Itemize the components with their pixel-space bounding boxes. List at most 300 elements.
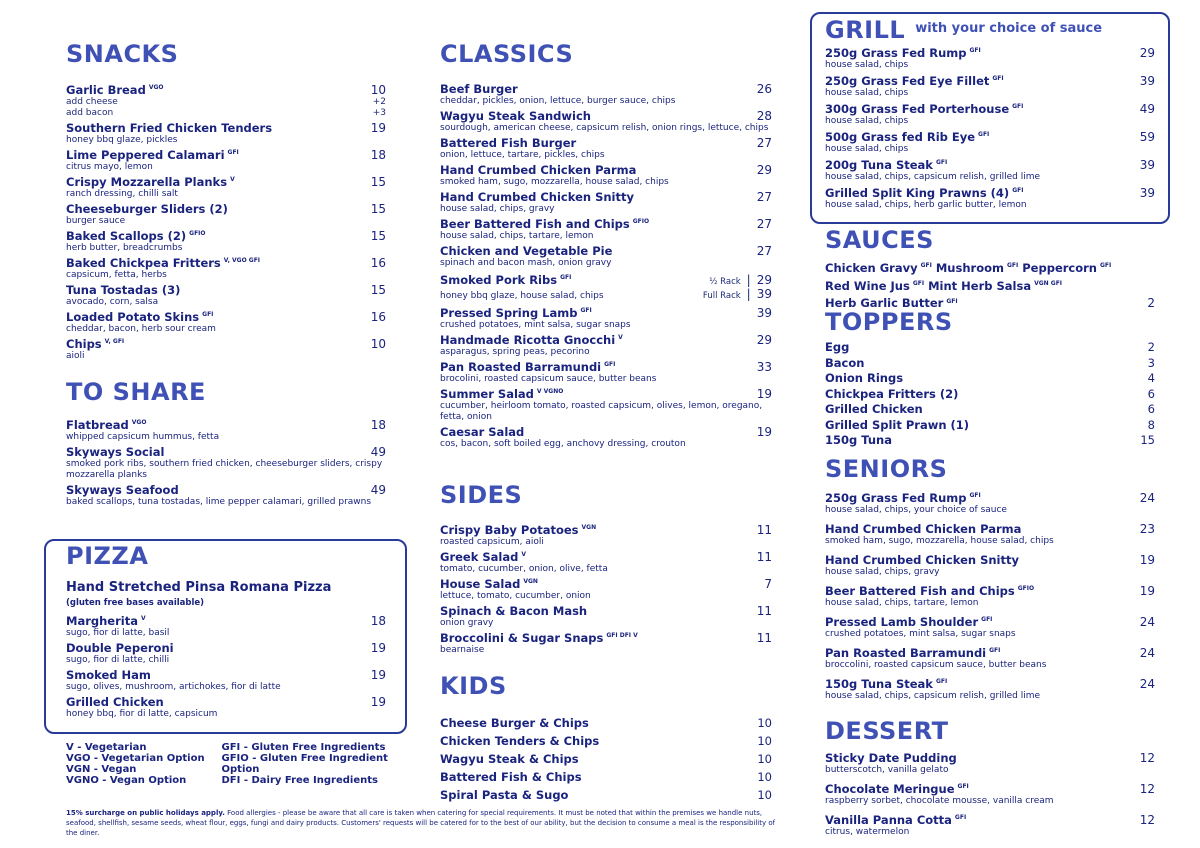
dietary-tag: V, GFI [104, 338, 125, 346]
menu-item [825, 751, 1155, 776]
item-name: Skyways Seafood [66, 483, 179, 497]
menu-item-row [440, 333, 772, 347]
legend-left [66, 742, 222, 786]
extra-label: add bacon [66, 108, 114, 118]
item-description: house salad, chips [825, 60, 909, 70]
item-description: herb butter, breadcrumbs [66, 243, 183, 253]
menu-item-row [66, 418, 386, 432]
menu-item [825, 158, 1155, 183]
item-name: Chicken and Vegetable Pie [440, 244, 613, 258]
item-price: 29 [756, 163, 772, 177]
item-name: Chickpea Fritters (2) [825, 386, 959, 401]
seniors-list [825, 491, 1155, 702]
snacks-section [66, 40, 386, 362]
item-price: 39 [1139, 186, 1155, 200]
menu-item [440, 136, 772, 161]
share-heading: TO SHARE [66, 378, 206, 406]
menu-item [825, 677, 1155, 702]
item-name-wrap [66, 256, 260, 270]
menu-item-row [440, 604, 772, 618]
item-description: smoked ham, sugo, mozzarella, house salad, chips [825, 536, 1054, 546]
item-name: Battered Fish & Chips [440, 770, 582, 784]
menu-item [440, 425, 772, 450]
item-name-wrap [825, 102, 1023, 116]
item-name: Hand Crumbed Chicken Snitty [440, 190, 634, 204]
menu-item-row [825, 158, 1155, 172]
dietary-tag: V VGNO [536, 388, 564, 396]
item-name: Grilled Split Prawn (1) [825, 417, 970, 432]
classics-list [440, 82, 772, 269]
dietary-tag: GFI [1012, 187, 1024, 195]
menu-item-row [440, 109, 772, 123]
item-name-wrap [825, 813, 966, 827]
item-description: house salad, chips, gravy [440, 204, 555, 214]
item-description: sugo, fior di latte, chilli [66, 655, 170, 665]
menu-item-row [440, 306, 772, 320]
item-name-wrap [440, 333, 623, 347]
item-name-wrap [440, 136, 576, 150]
dietary-tag: GFI [920, 262, 932, 269]
item-name-wrap [440, 244, 612, 258]
item-description: smoked ham, sugo, mozzarella, house salad, chips [440, 177, 669, 187]
item-name-wrap [66, 283, 180, 297]
ribs-desc: honey bbq glaze, house salad, chips [440, 291, 604, 301]
sauce-name: Peppercorn [1022, 260, 1097, 275]
item-price: 16 [370, 256, 386, 270]
dietary-tag: VGN [581, 524, 597, 532]
item-description: smoked pork ribs, southern fried chicken, cheeseburger sliders, crispy mozzarella planks [66, 459, 383, 480]
item-description: cheddar, bacon, herb sour cream [66, 324, 216, 334]
item-description: crushed potatoes, mint salsa, sugar snaps [825, 629, 1016, 639]
extra-option [66, 97, 386, 108]
item-price: 39 [1139, 74, 1155, 88]
item-name-wrap [825, 782, 969, 796]
pizza-note: (gluten free bases available) [66, 598, 205, 608]
dietary-tag: GFI [1012, 103, 1024, 111]
item-name-wrap [66, 641, 174, 655]
menu-item-row [825, 74, 1155, 88]
item-description: broccolini, roasted capsicum sauce, butter beans [825, 660, 1047, 670]
menu-item-row [440, 577, 772, 591]
item-name: Cheese Burger & Chips [440, 716, 589, 730]
menu-item [440, 631, 772, 656]
item-name-wrap [825, 584, 1034, 598]
legend-vgn: VGN - Vegan [66, 764, 137, 775]
dietary-tag: GFI [935, 678, 948, 686]
item-price: 12 [1139, 813, 1155, 827]
item-name-wrap [440, 217, 649, 231]
item-name: 150g Tuna Steak [825, 677, 933, 691]
dietary-tag: GFI [202, 311, 214, 319]
item-description: tomato, cucumber, onion, olive, fetta [440, 564, 608, 574]
menu-item-row [825, 491, 1155, 505]
item-price: 12 [1139, 751, 1155, 765]
item-name: Hand Crumbed Chicken Parma [440, 163, 637, 177]
item-name: Battered Fish Burger [440, 136, 577, 150]
dietary-tag: V [618, 334, 623, 342]
item-name: Wagyu Steak Sandwich [440, 109, 591, 123]
menu-item [440, 163, 772, 188]
menu-item [825, 186, 1155, 211]
menu-item-row [66, 256, 386, 270]
pizza-heading: PIZZA [66, 542, 149, 570]
kids-heading: KIDS [440, 672, 507, 700]
item-description: house salad, chips, your choice of sauce [825, 505, 1007, 515]
menu-item-row [825, 615, 1155, 629]
item-name: Pan Roasted Barramundi [440, 360, 602, 374]
item-description: sugo, fior di latte, basil [66, 628, 170, 638]
menu-item-row [66, 695, 386, 709]
item-name-wrap [66, 695, 164, 709]
item-description: raspberry sorbet, chocolate mousse, vanilla cream [825, 796, 1054, 806]
item-price: 39 [1139, 158, 1155, 172]
item-price: 19 [756, 425, 772, 439]
menu-item [825, 522, 1155, 547]
item-description: house salad, chips, herb garlic butter, lemon [825, 200, 1027, 210]
toppers-list [825, 340, 1155, 449]
dietary-tag: GFI [912, 279, 925, 287]
menu-item [66, 121, 386, 146]
item-price: 27 [756, 136, 772, 150]
item-name-wrap [440, 604, 587, 618]
menu-item [66, 202, 386, 227]
menu-item-row [440, 217, 772, 231]
legend-v: V - Vegetarian [66, 742, 147, 753]
grill-list [825, 46, 1155, 211]
dietary-tag: GFIO [1017, 585, 1035, 593]
list-item [440, 786, 772, 804]
item-name: 250g Grass Fed Rump [825, 46, 967, 60]
classics-heading: CLASSICS [440, 40, 574, 68]
item-name: House Salad [440, 577, 521, 591]
item-name: 200g Tuna Steak [825, 158, 933, 172]
item-name: Chips [66, 337, 102, 351]
item-name-wrap [66, 121, 272, 135]
half-rack-label: ½ Rack [709, 277, 741, 287]
dietary-tag: GFI [981, 616, 993, 624]
item-description: onion, lettuce, tartare, pickles, chips [440, 150, 605, 160]
dietary-tag: GFIO [632, 218, 650, 226]
sides-section [440, 481, 772, 656]
sauces-line-2 [825, 276, 1155, 294]
item-description: baked scallops, tuna tostadas, lime pepper calamari, grilled prawns [66, 497, 372, 507]
menu-item-row [440, 631, 772, 645]
menu-item [66, 148, 386, 173]
item-description: house salad, chips, tartare, lemon [825, 598, 979, 608]
item-price: 39 [756, 306, 772, 320]
sauces-section [825, 226, 1155, 311]
allergy-footnote [66, 808, 786, 838]
item-name: Pressed Lamb Shoulder [825, 615, 979, 629]
menu-item [66, 283, 386, 308]
pizza-section [66, 542, 386, 720]
dietary-tag: GFI [969, 47, 981, 55]
sauces-price: 2 [1147, 296, 1155, 311]
item-name: Pressed Spring Lamb [440, 306, 578, 320]
item-description: asparagus, spring peas, pecorino [440, 347, 590, 357]
item-description: burger sauce [66, 216, 126, 226]
list-item [440, 768, 772, 786]
item-description: crushed potatoes, mint salsa, sugar snaps [440, 320, 631, 330]
menu-item-row [825, 186, 1155, 200]
item-description: lettuce, tomato, cucumber, onion [440, 591, 591, 601]
dietary-tag: GFI [954, 814, 967, 822]
menu-item-row [440, 82, 772, 96]
dietary-tag: GFI DFI V [606, 632, 638, 640]
item-price: 24 [1139, 646, 1155, 660]
item-price: 49 [1139, 102, 1155, 116]
item-name: Double Peperoni [66, 641, 174, 655]
dessert-heading: DESSERT [825, 717, 949, 745]
list-item [440, 714, 772, 732]
menu-item-row [825, 102, 1155, 116]
list-item [440, 732, 772, 750]
menu-item [440, 109, 772, 134]
sauces-lines [825, 258, 1155, 311]
surcharge-note: 15% surcharge on public holidays apply. [66, 809, 225, 817]
item-price: 11 [756, 631, 772, 645]
menu-item-row [66, 148, 386, 162]
item-price: 27 [756, 190, 772, 204]
dietary-tag: GFI [946, 297, 958, 305]
item-name-wrap [825, 646, 1000, 660]
item-price: 15 [1140, 433, 1155, 447]
item-price: 8 [1147, 417, 1155, 432]
menu-item-row [66, 229, 386, 243]
menu-item-row [66, 283, 386, 297]
ribs-name: Smoked Pork Ribs [440, 273, 558, 287]
legend-vgno: VGNO - Vegan Option [66, 775, 187, 786]
menu-item [440, 244, 772, 269]
menu-item [440, 523, 772, 548]
item-price: 6 [1147, 402, 1155, 416]
sauce-item [1022, 261, 1111, 275]
dietary-tag: GFI [978, 131, 990, 139]
item-description: citrus mayo, lemon [66, 162, 153, 172]
snacks-heading: SNACKS [66, 40, 179, 68]
item-description: ranch dressing, chilli salt [66, 189, 178, 199]
item-name: Grilled Chicken [825, 402, 923, 416]
item-price: 59 [1139, 130, 1155, 144]
dietary-tag: GFI [580, 307, 592, 315]
item-price: 10 [757, 716, 772, 730]
menu-item-row [825, 130, 1155, 144]
menu-item-row [825, 813, 1155, 827]
menu-item-row [66, 668, 386, 682]
item-name-wrap [440, 523, 596, 537]
item-name-wrap [825, 158, 947, 172]
item-description: spinach and bacon mash, onion gravy [440, 258, 612, 268]
menu-item [66, 337, 386, 362]
dietary-tag: GFI [957, 783, 969, 791]
item-description: house salad, chips [825, 116, 909, 126]
extra-option [66, 108, 386, 119]
item-description: cheddar, pickles, onion, lettuce, burger sauce, chips [440, 96, 676, 106]
item-name: Beer Battered Fish and Chips [440, 217, 630, 231]
dietary-tag: GFI [969, 492, 981, 500]
item-name: 250g Grass Fed Rump [825, 491, 967, 505]
item-price: 19 [370, 641, 386, 655]
item-price: 10 [757, 752, 772, 766]
dessert-list [825, 751, 1155, 838]
item-description: bearnaise [440, 645, 485, 655]
menu-item [66, 256, 386, 281]
sides-heading: SIDES [440, 481, 523, 509]
dietary-tag: V [230, 176, 235, 184]
sauce-item [936, 261, 1018, 275]
menu-item [66, 229, 386, 254]
item-name-wrap [66, 202, 228, 216]
menu-item [440, 360, 772, 385]
menu-item [825, 646, 1155, 671]
menu-item-row [825, 46, 1155, 60]
sauce-name: Chicken Gravy [825, 260, 918, 275]
item-name-wrap [440, 631, 638, 645]
grill-section [825, 16, 1155, 211]
full-rack-price: 39 [756, 287, 772, 301]
sauce-item [928, 279, 1062, 293]
item-price: 19 [756, 387, 772, 401]
share-list [66, 418, 386, 508]
item-name: Flatbread [66, 418, 129, 432]
item-description: brocolini, roasted capsicum sauce, butter beans [440, 374, 657, 384]
menu-item [440, 82, 772, 107]
item-price: 10 [757, 770, 772, 784]
item-name: Sticky Date Pudding [825, 751, 957, 765]
item-name-wrap [440, 190, 634, 204]
allergy-note: Food allergies - please be aware that all care is taken when catering for special requirements. It must be noted that within the premises we handle nuts, seafood, shellfish, sesame seeds, wheat flour, eggs, fungi and dairy products. Customers' requests will be catered for to the best of our ability, but the decision to consume a meal is the responsibility of the diner. [66, 809, 776, 837]
list-item [825, 418, 1155, 434]
item-price: 12 [1139, 782, 1155, 796]
item-price: 18 [370, 148, 386, 162]
item-price: 10 [757, 734, 772, 748]
legend-gfio: GFIO - Gluten Free Ingredient Option [221, 753, 388, 775]
menu-item [825, 782, 1155, 807]
item-name: Lime Peppered Calamari [66, 148, 225, 162]
dietary-tag: GFI [992, 75, 1004, 83]
item-name-wrap [66, 418, 146, 432]
item-name-wrap [66, 148, 239, 162]
item-name-wrap [825, 553, 1019, 567]
kids-section [440, 672, 772, 804]
menu-item-row [66, 83, 386, 97]
menu-item [66, 695, 386, 720]
menu-item [66, 614, 386, 639]
menu-item [825, 46, 1155, 71]
item-price: 4 [1147, 371, 1155, 385]
dietary-tag: GFI [989, 647, 1001, 655]
item-price: 18 [370, 614, 386, 628]
sauce-item [825, 279, 924, 293]
item-price: 18 [370, 418, 386, 432]
menu-item-row [825, 782, 1155, 796]
item-price: 49 [370, 445, 386, 459]
item-name: Grilled Split King Prawns (4) [825, 186, 1010, 200]
item-name: Hand Crumbed Chicken Snitty [825, 553, 1019, 567]
item-description: cos, bacon, soft boiled egg, anchovy dressing, crouton [440, 439, 686, 449]
dietary-tag: VGO [131, 419, 147, 427]
item-name-wrap [825, 491, 981, 505]
item-name: Pan Roasted Barramundi [825, 646, 987, 660]
toppers-heading: TOPPERS [825, 308, 953, 336]
item-description: house salad, chips [825, 88, 909, 98]
item-price: 15 [370, 202, 386, 216]
item-name-wrap [66, 445, 164, 459]
item-name: Broccolini & Sugar Snaps [440, 631, 604, 645]
menu-item-row [825, 522, 1155, 536]
legend-vgo: VGO - Vegetarian Option [66, 753, 205, 764]
item-name-wrap [825, 677, 947, 691]
menu-item-row [66, 202, 386, 216]
menu-item-row [825, 553, 1155, 567]
item-name: Chicken Tenders & Chips [440, 734, 600, 748]
menu-item-row [66, 445, 386, 459]
menu-item [440, 604, 772, 629]
item-price: 27 [756, 244, 772, 258]
menu-item-row [440, 190, 772, 204]
grill-heading: GRILL [825, 16, 906, 44]
menu-item [440, 217, 772, 242]
dietary-tag: GFI [935, 159, 948, 167]
item-description: citrus, watermelon [825, 827, 910, 837]
item-price: 15 [370, 229, 386, 243]
item-name: Cheeseburger Sliders (2) [66, 202, 228, 216]
item-name-wrap [825, 186, 1023, 200]
menu-item-row [66, 483, 386, 497]
item-price: 2 [1147, 340, 1155, 354]
menu-item [66, 641, 386, 666]
item-price: 23 [1139, 522, 1155, 536]
sides-list [440, 523, 772, 656]
menu-item [66, 175, 386, 200]
item-description: roasted capsicum, aioli [440, 537, 544, 547]
item-price: 3 [1147, 355, 1155, 370]
item-name: Baked Scallops (2) [66, 229, 187, 243]
item-name-wrap [66, 337, 124, 351]
dietary-tag: V, VGO GFI [223, 257, 261, 265]
menu-item-row [66, 175, 386, 189]
dietary-tag: V [140, 615, 146, 623]
menu-item [440, 387, 772, 423]
dietary-tag: VGN GFI [1034, 279, 1063, 287]
item-description: capsicum, fetta, herbs [66, 270, 167, 280]
ribs-tag: GFI [560, 274, 572, 282]
kids-list [440, 714, 772, 804]
menu-item-row [440, 163, 772, 177]
item-name: Margherita [66, 614, 138, 628]
item-description: aioli [66, 351, 85, 361]
item-price: 11 [756, 604, 772, 618]
dietary-tag: VGN [523, 578, 538, 586]
menu-item-row [66, 641, 386, 655]
item-price: 24 [1139, 615, 1155, 629]
dietary-tag: VGO [148, 84, 164, 92]
item-name: Garlic Bread [66, 83, 146, 97]
dietary-tag: GFI [227, 149, 239, 157]
grill-subtitle: with your choice of sauce [915, 21, 1103, 36]
snacks-list [66, 83, 386, 362]
sauce-name: Red Wine Jus [825, 278, 910, 293]
item-name: 500g Grass fed Rib Eye [825, 130, 976, 144]
item-name-wrap [440, 577, 538, 591]
list-item [825, 387, 1155, 403]
pizza-list [66, 614, 386, 720]
item-name: Bacon [825, 355, 865, 370]
item-name: 150g Tuna [825, 433, 892, 447]
item-name-wrap [440, 109, 591, 123]
item-price: 27 [756, 217, 772, 231]
item-description: house salad, chips, tartare, lemon [440, 231, 594, 241]
